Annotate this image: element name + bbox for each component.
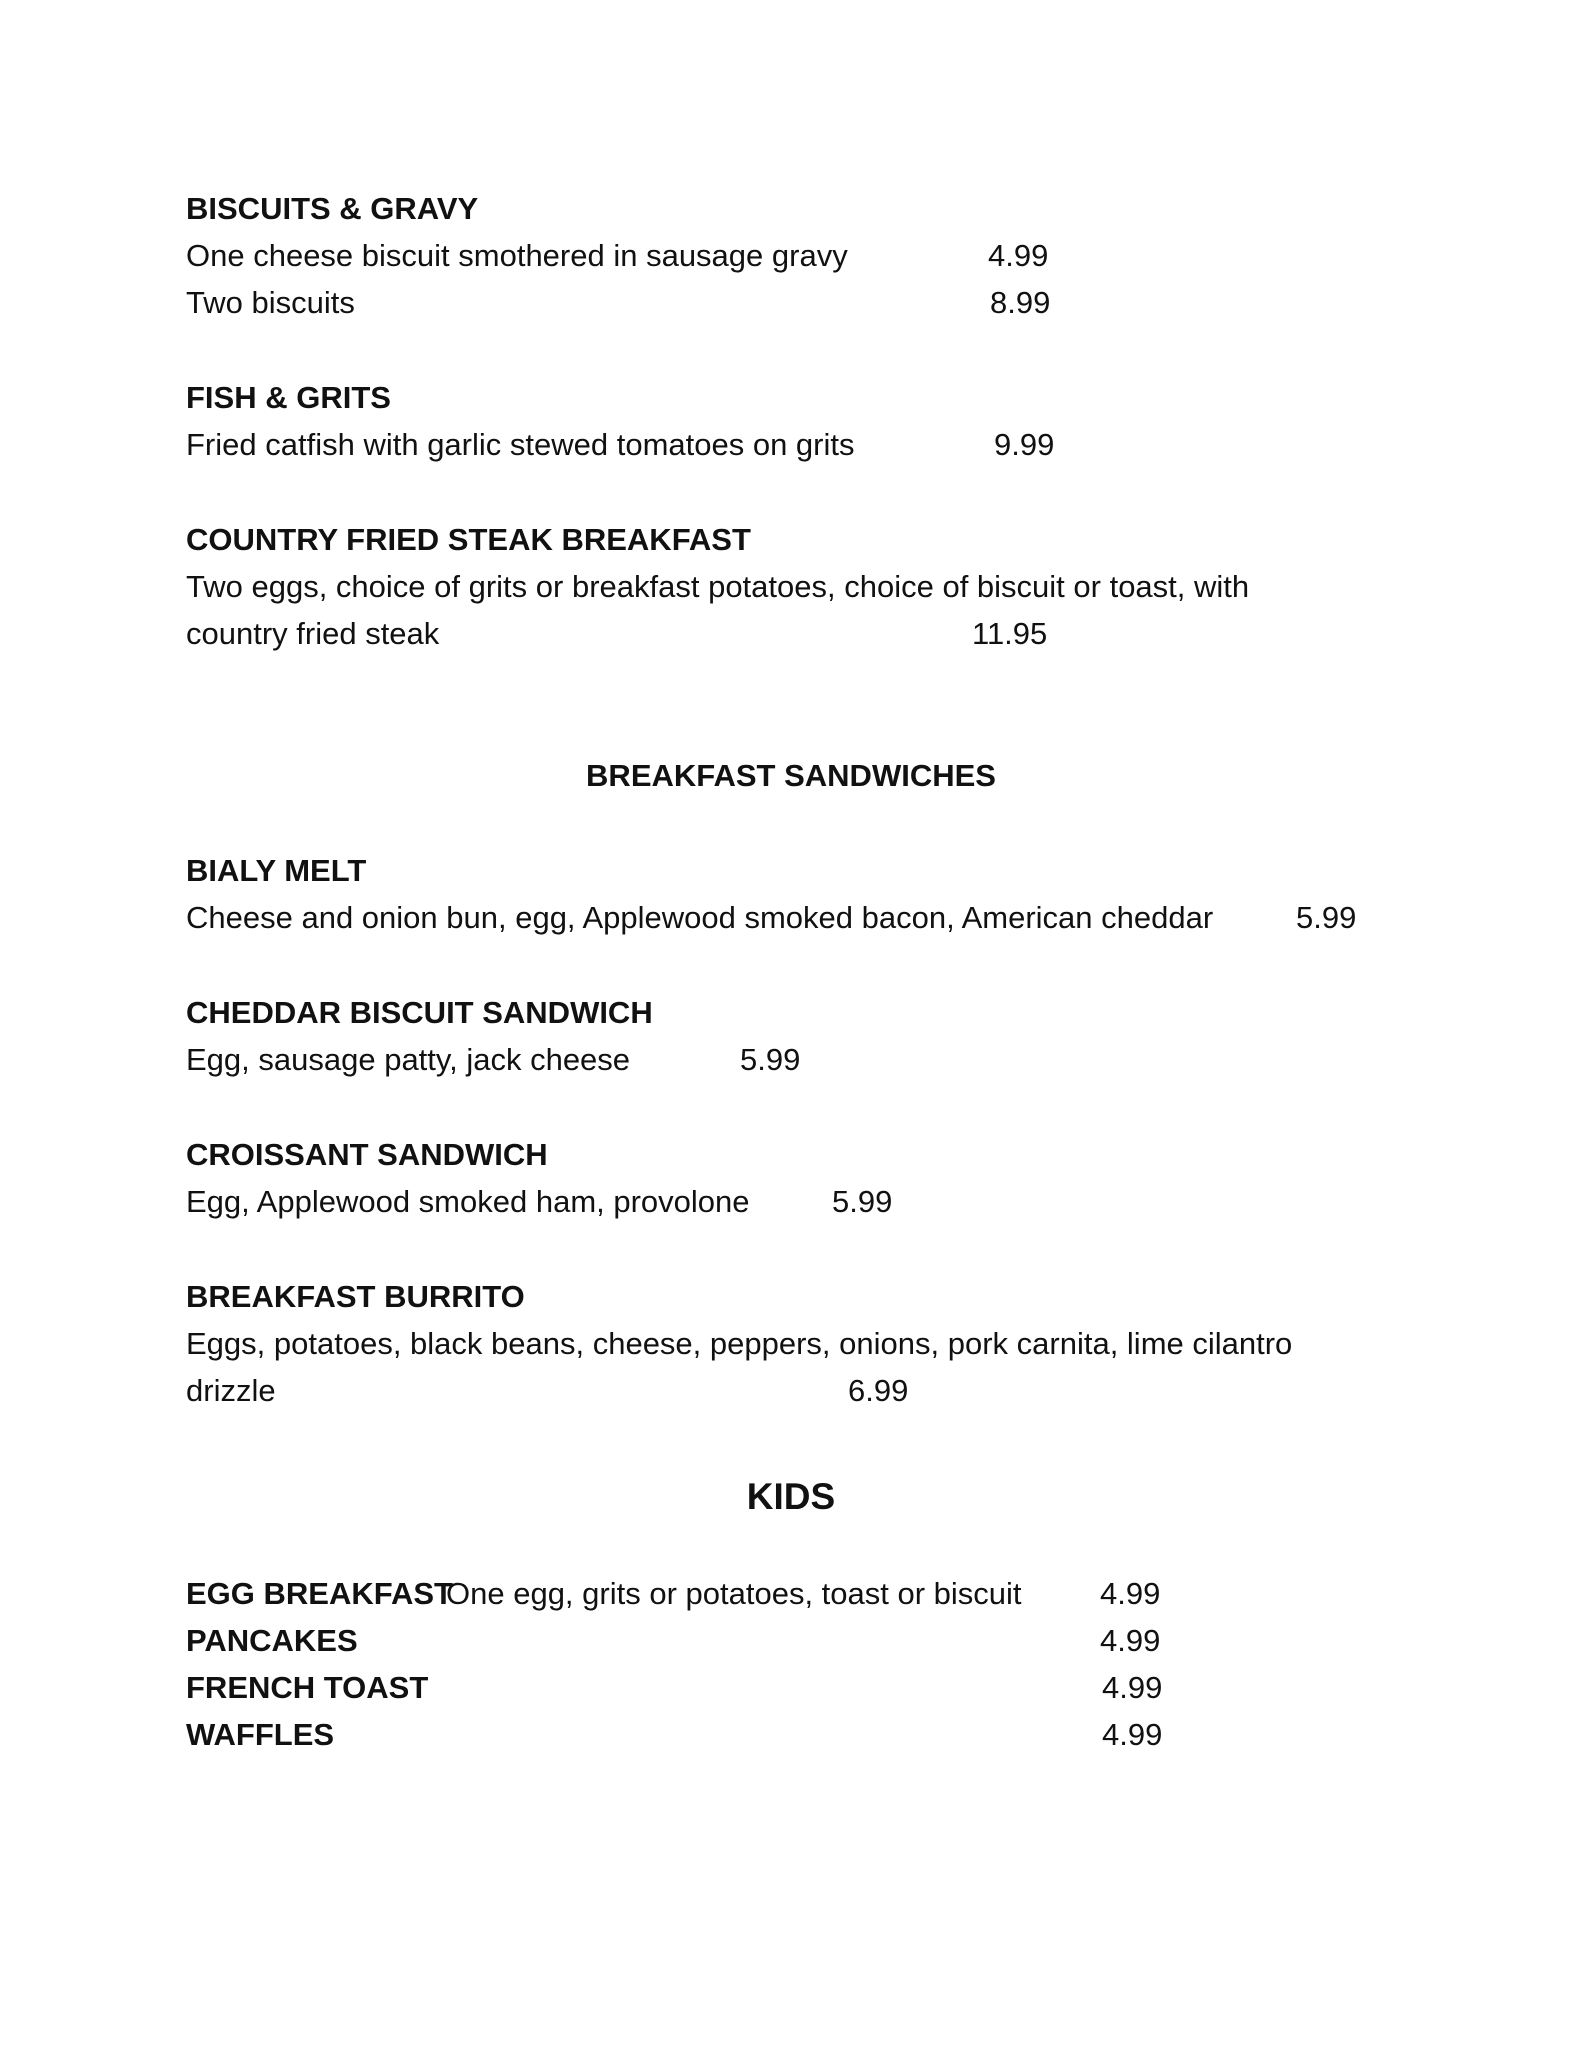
breakfast-sandwiches-heading: BREAKFAST SANDWICHES bbox=[586, 758, 996, 793]
kids-heading: KIDS bbox=[746, 1476, 836, 1517]
biscuits-gravy-desc: One cheese biscuit smothered in sausage gravy bbox=[186, 238, 848, 273]
croissant-desc: Egg, Applewood smoked ham, provolone bbox=[186, 1184, 750, 1219]
kids-pancakes-name: PANCAKES bbox=[186, 1623, 358, 1658]
kids-french-toast-price: 4.99 bbox=[1102, 1670, 1163, 1705]
biscuits-gravy-price: 4.99 bbox=[988, 238, 1049, 273]
fish-grits-price: 9.99 bbox=[994, 427, 1055, 462]
kids-waffles-price: 4.99 bbox=[1102, 1717, 1163, 1752]
croissant-price: 5.99 bbox=[832, 1184, 893, 1219]
kids-egg-breakfast-price: 4.99 bbox=[1100, 1576, 1161, 1611]
burrito-desc-1: Eggs, potatoes, black beans, cheese, peppers, onions, pork carnita, lime cilantro bbox=[186, 1326, 1293, 1361]
kids-egg-breakfast-desc: One egg, grits or potatoes, toast or biscuit bbox=[446, 1576, 1022, 1611]
fish-grits-desc: Fried catfish with garlic stewed tomatoes on grits bbox=[186, 427, 855, 462]
bialy-melt-desc: Cheese and onion bun, egg, Applewood smoked bacon, American cheddar bbox=[186, 900, 1214, 935]
cheddar-biscuit-desc: Egg, sausage patty, jack cheese bbox=[186, 1042, 631, 1077]
fish-grits-title: FISH & GRITS bbox=[186, 380, 391, 415]
croissant-title: CROISSANT SANDWICH bbox=[186, 1137, 548, 1172]
burrito-desc-2: drizzle bbox=[186, 1373, 276, 1408]
two-biscuits-price: 8.99 bbox=[990, 285, 1051, 320]
kids-waffles-name: WAFFLES bbox=[186, 1717, 335, 1752]
country-fried-steak-desc-1: Two eggs, choice of grits or breakfast potatoes, choice of biscuit or toast, with bbox=[186, 569, 1250, 604]
biscuits-gravy-title: BISCUITS & GRAVY bbox=[186, 191, 479, 226]
burrito-price: 6.99 bbox=[848, 1373, 909, 1408]
cheddar-biscuit-price: 5.99 bbox=[740, 1042, 801, 1077]
burrito-title: BREAKFAST BURRITO bbox=[186, 1279, 525, 1314]
bialy-melt-title: BIALY MELT bbox=[186, 853, 367, 888]
kids-egg-breakfast-name: EGG BREAKFAST bbox=[186, 1576, 453, 1611]
country-fried-steak-desc-2: country fried steak bbox=[186, 616, 440, 651]
bialy-melt-price: 5.99 bbox=[1296, 900, 1357, 935]
country-fried-steak-price: 11.95 bbox=[972, 616, 1048, 651]
country-fried-steak-title: COUNTRY FRIED STEAK BREAKFAST bbox=[186, 522, 751, 557]
kids-pancakes-price: 4.99 bbox=[1100, 1623, 1161, 1658]
kids-french-toast-name: FRENCH TOAST bbox=[186, 1670, 429, 1705]
two-biscuits-desc: Two biscuits bbox=[186, 285, 355, 320]
cheddar-biscuit-title: CHEDDAR BISCUIT SANDWICH bbox=[186, 995, 653, 1030]
